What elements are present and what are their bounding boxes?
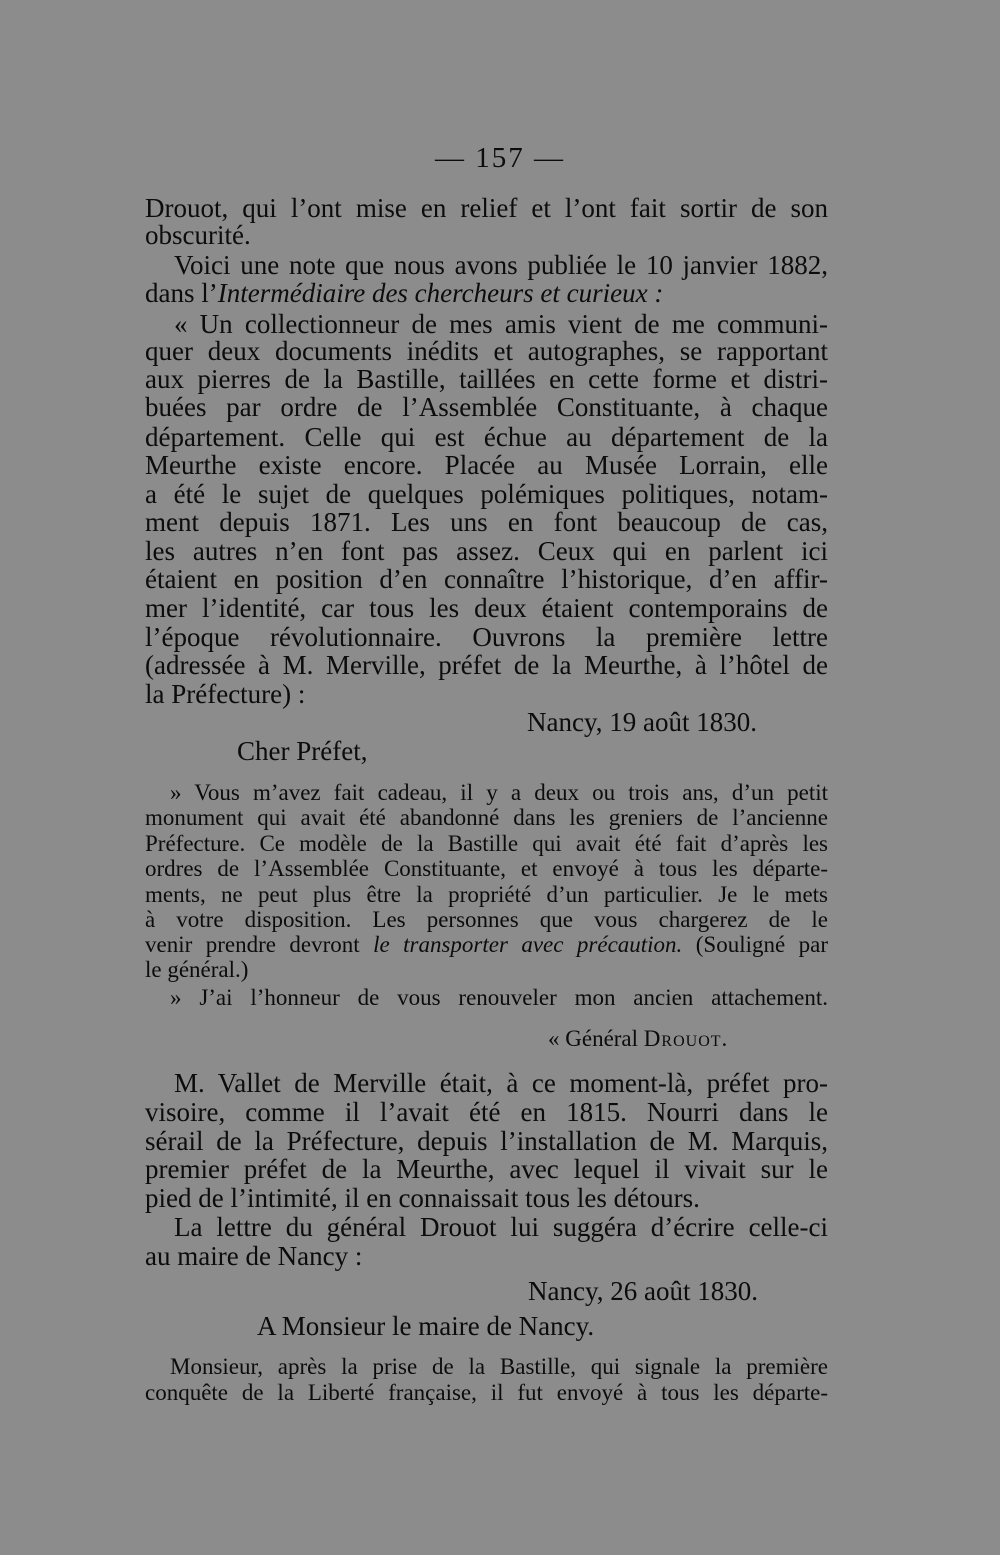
page-number: — 157 — — [435, 142, 565, 174]
text-line: pied de l’intimité, il en connaissait tous les détours. — [145, 1183, 700, 1213]
letter-closing: » J’ai l’honneur de vous renouveler mon ancien attachement. — [170, 985, 828, 1010]
letter-date: Nancy, 19 août 1830. — [527, 707, 757, 737]
letter-line: Préfecture. Ce modèle de la Bastille qui avait été fait d’après les — [145, 831, 828, 856]
quote-line: (adressée à M. Merville, préfet de la Meurthe, à l’hôtel de — [145, 650, 828, 680]
quote-line: buées par ordre de l’Assemblée Constituante, à chaque — [145, 392, 828, 422]
text-line: visoire, comme il l’avait été en 1815. Nourri dans le — [145, 1097, 828, 1127]
quote-line: quer deux documents inédits et autographes, se rapportant — [145, 336, 828, 366]
letter-line: ments, ne peut plus être la propriété d’un particulier. Je le mets — [145, 882, 828, 907]
quote-line: aux pierres de la Bastille, taillées en cette forme et distri- — [145, 364, 828, 394]
text-line — [145, 278, 663, 308]
letter-line: monument qui avait été abandonné dans les greniers de l’ancienne — [145, 805, 828, 830]
letter-addressee: A Monsieur le maire de Nancy. — [257, 1311, 595, 1341]
journal-title: Intermédiaire des chercheurs et curieux : — [217, 278, 664, 308]
letter-date: Nancy, 26 août 1830. — [528, 1276, 758, 1306]
signature-name: Drouot. — [643, 1026, 729, 1051]
letter-line: » Vous m’avez fait cadeau, il y a deux ou trois ans, d’un petit — [170, 780, 828, 805]
quote-line: a été le sujet de quelques polémiques politiques, notam- — [145, 479, 828, 509]
letter-line: ordres de l’Assemblée Constituante, et envoyé à tous les départe- — [145, 856, 828, 881]
letter-line: le général.) — [145, 957, 249, 982]
letter-line: à votre disposition. Les personnes que vous chargerez de le — [145, 907, 828, 932]
intro-prefix: dans l’ — [145, 278, 218, 308]
quote-line: « Un collectionneur de mes amis vient de me communi- — [174, 309, 828, 339]
text-line: Voici une note que nous avons publiée le 10 janvier 1882, — [174, 250, 828, 280]
letter-salutation: Cher Préfet, — [237, 736, 368, 766]
text-line: obscurité. — [145, 220, 251, 250]
letter-line — [145, 932, 828, 958]
quote-line: Meurthe existe encore. Placée au Musée Lorrain, elle — [145, 450, 828, 480]
text-line: premier préfet de la Meurthe, avec lequel il vivait sur le — [145, 1154, 828, 1184]
signature-prefix: « Général — [548, 1026, 644, 1051]
letter-line: Monsieur, après la prise de la Bastille, qui signale la première — [170, 1354, 828, 1379]
text-line: au maire de Nancy : — [145, 1241, 363, 1271]
letter-signature — [548, 1026, 728, 1052]
quote-line: ment depuis 1871. Les uns en font beaucoup de cas, — [145, 507, 828, 537]
text-line: M. Vallet de Merville était, à ce moment-là, préfet pro- — [174, 1068, 828, 1098]
underlined-phrase: le transporter avec précaution. — [373, 932, 683, 957]
letter-line-start: venir prendre devront — [145, 932, 374, 957]
text-line: Drouot, qui l’ont mise en relief et l’ont fait sortir de son — [145, 193, 828, 223]
text-line: sérail de la Préfecture, depuis l’installation de M. Marquis, — [145, 1126, 828, 1156]
quote-line: mer l’identité, car tous les deux étaient contemporains de — [145, 593, 828, 623]
quote-line: la Préfecture) : — [145, 679, 306, 709]
letter-line: conquête de la Liberté française, il fut envoyé à tous les départe- — [145, 1380, 828, 1405]
quote-line: l’époque révolutionnaire. Ouvrons la première lettre — [145, 622, 828, 652]
letter-line-end: (Souligné par — [682, 932, 828, 957]
quote-line: les autres n’en font pas assez. Ceux qui en parlent ici — [145, 536, 828, 566]
quote-line: département. Celle qui est échue au département de la — [145, 422, 828, 452]
quote-line: étaient en position d’en connaître l’historique, d’en affir- — [145, 564, 828, 594]
text-line: La lettre du général Drouot lui suggéra d’écrire celle-ci — [174, 1212, 828, 1242]
